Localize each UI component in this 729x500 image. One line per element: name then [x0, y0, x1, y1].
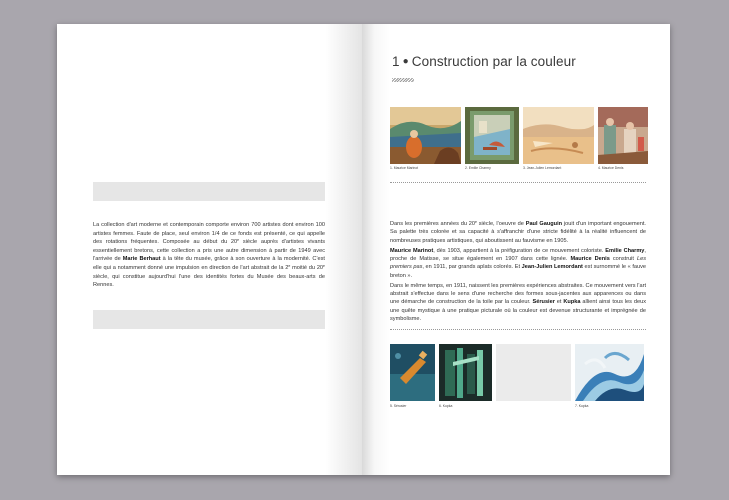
painting-thumbnail	[390, 344, 435, 401]
painting-kupka-2	[575, 344, 644, 401]
caption: 1. Maurice Marinot	[390, 166, 419, 170]
text-run: , dès 1903, appartient à la préfiguration de ce mouvement coloriste.	[433, 247, 606, 254]
superscript: e	[474, 220, 477, 224]
superscript: e	[237, 238, 240, 243]
caption: 2. Emilie Charmy	[465, 166, 491, 170]
painting-thumbnail	[439, 344, 492, 401]
artist-name: Maurice Denis	[570, 256, 610, 263]
artist-name: Emilie Charmy	[605, 247, 645, 254]
right-page	[362, 24, 670, 475]
paragraph	[390, 282, 646, 324]
magazine-spread	[57, 24, 670, 475]
painting-charmy	[465, 107, 519, 164]
artist-name: Paul Gauguin	[525, 221, 563, 227]
bottom-placeholder-bar	[93, 310, 325, 329]
caption: 5. Sérusier	[390, 404, 407, 408]
text-run: moitié du 20	[290, 264, 324, 271]
text-run: , en 1911, par grands aplats colorés. Et	[422, 264, 522, 271]
painting-lemordant	[523, 107, 594, 164]
empty-image-placeholder	[496, 344, 571, 401]
painting-thumbnail	[575, 344, 644, 401]
superscript: e	[323, 263, 325, 268]
text-run: siècle, qui constitue aujourd'hui l'une des identités fortes du Musée des beaux-arts de Rennes.	[93, 273, 325, 289]
painting-thumbnail	[523, 107, 594, 164]
chapter-title: Construction par la couleur	[411, 54, 576, 69]
painting-thumbnail	[390, 107, 461, 164]
text-run: est surnommé le « fauve breton ».	[390, 264, 647, 279]
text-run: allient ainsi tous les deux une quête mystique à une pratique picturale où la couleur est devenue structurante et imprégnée de symbolisme.	[390, 299, 646, 323]
superscript: e	[288, 263, 291, 268]
text-run: La collection d'art moderne et contemporain comporte environ 700 artistes dont environ 100 artistes femmes. Faute de place, seul environ 1/4 de ce fonds est présenté, ce qui appelle des rotations fréquentes. Composée au début du 20	[93, 222, 325, 246]
bullet-icon: ●	[402, 56, 409, 67]
text-run: jouit d'un important engouement. Sa palette très colorée et sa capacité à s'affranchir d'une stricte fidélité à la réalité influencent de nombreuses pratiques artistiques, qui aboutissent au fauvisme en 1905.	[390, 221, 646, 244]
text-run: Dans les premières années du 20	[390, 221, 475, 227]
painting-kupka-1	[439, 344, 492, 401]
left-page	[57, 24, 362, 475]
paragraph	[390, 220, 646, 245]
left-paragraph	[93, 221, 325, 290]
paragraph	[390, 247, 646, 281]
artist-name: Jean-Julien Lemordant	[521, 264, 583, 271]
text-run: et	[554, 299, 564, 306]
dotted-divider	[390, 329, 646, 330]
painting-thumbnail	[465, 107, 519, 164]
caption: 7. Kupka	[575, 404, 589, 408]
chapter-heading	[392, 54, 576, 69]
text-run: construit	[609, 256, 637, 263]
artwork-title: Les premiers pas	[390, 256, 647, 271]
painting-thumbnail	[598, 107, 648, 164]
caption: 6. Kupka	[439, 404, 453, 408]
painting-marinot	[390, 107, 461, 164]
text-run: siècle, l'oeuvre de	[476, 221, 526, 227]
text-run: Dans le même temps, en 1911, naissent les premières expériences abstraites. Ce mouvement vers l'art abstrait s'effectue dans le sens d'une recherche des formes sous-jacentes aux apparences ou dans une démarche de construction de la toile par la couleur.	[390, 282, 646, 306]
artist-name: Kupka	[563, 299, 581, 306]
top-placeholder-bar	[93, 182, 325, 201]
text-run: , proche de Matisse, se situe également en 1907 dans cette lignée.	[390, 247, 646, 263]
chapter-number: 1	[392, 54, 400, 69]
artist-name: Sérusier	[532, 299, 555, 306]
painting-serusier	[390, 344, 435, 401]
painting-denis	[598, 107, 648, 164]
caption: 4. Maurice Denis	[598, 166, 624, 170]
artist-name: Marie Berhaut	[122, 256, 161, 263]
dotted-divider	[390, 182, 646, 183]
artist-name: Maurice Marinot	[390, 247, 434, 254]
hatch-decoration	[392, 78, 414, 82]
text-run: à la tête du musée, grâce à son ouverture à la modernité. C'est elle qui a notamment donné une impulsion en direction de l'art abstrait de la 2	[93, 256, 325, 271]
text-run: siècle auprès d'artistes vivants essentiellement bretons, cette collection a pris une autre dimension à partir de 1949 avec l'arrivée de	[93, 239, 325, 263]
right-body-text	[390, 220, 646, 325]
caption: 3. Jean-Julien Lemordant	[523, 166, 562, 170]
